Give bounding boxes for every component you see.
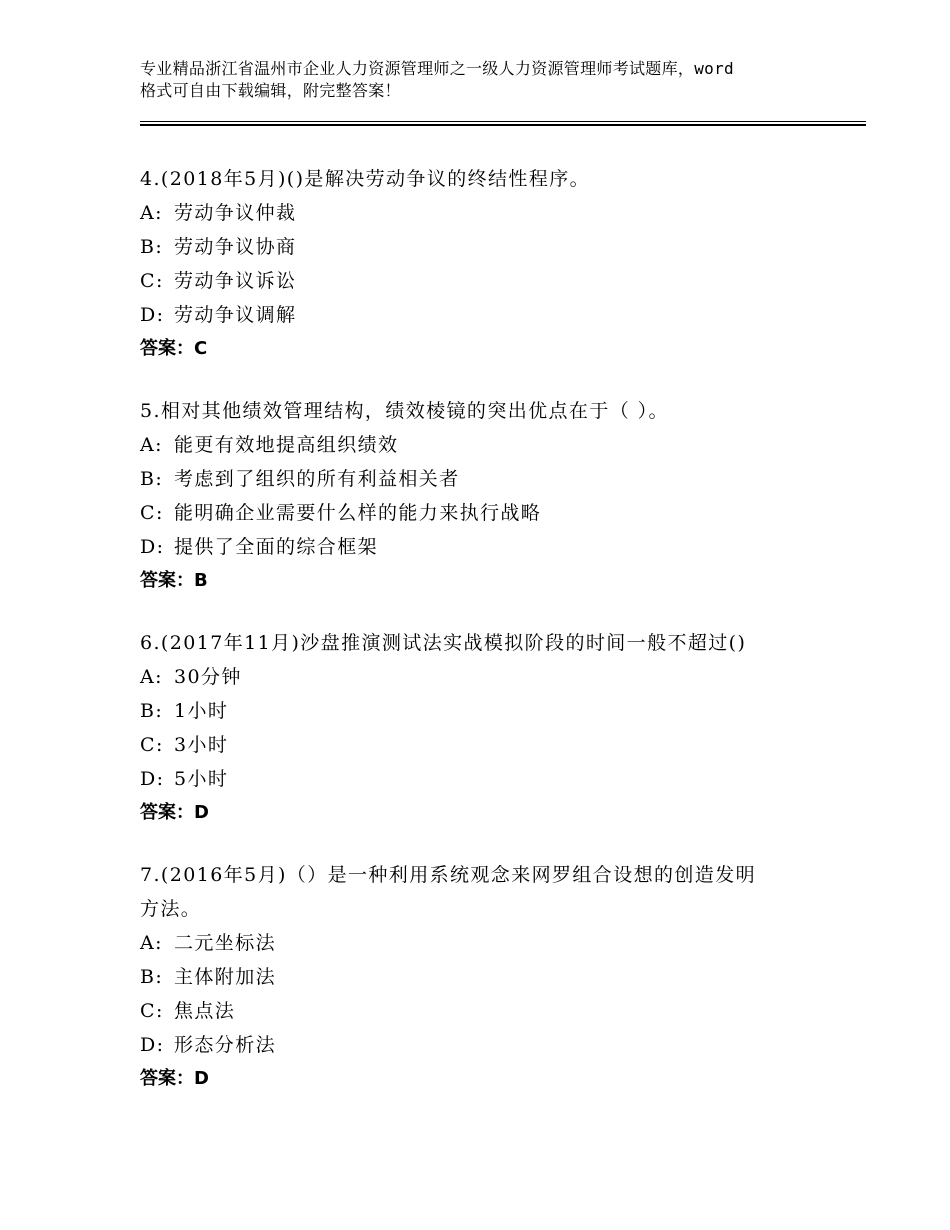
option-letter: B:: [140, 236, 164, 258]
option-c: [140, 728, 820, 762]
answer-label: 答案：: [140, 338, 194, 359]
option-a: [140, 926, 820, 960]
option-b: [140, 230, 820, 264]
option-letter: C:: [140, 1000, 164, 1022]
option-letter: B:: [140, 700, 164, 722]
option-text: 主体附加法: [174, 966, 277, 988]
question-stem: 6.(2017年11月)沙盘推演测试法实战模拟阶段的时间一般不超过(): [140, 632, 747, 654]
option-letter: B:: [140, 966, 164, 988]
question-stem: 5.相对其他绩效管理结构，绩效棱镜的突出优点在于（ ）。: [140, 400, 669, 422]
option-letter: A:: [140, 932, 163, 954]
answer-value: D: [194, 802, 209, 823]
option-text: 考虑到了组织的所有利益相关者: [174, 468, 460, 490]
answer-line: [140, 332, 820, 366]
option-text: 劳动争议调解: [174, 304, 297, 326]
answer-label: 答案：: [140, 802, 194, 823]
answer-value: B: [194, 570, 208, 591]
option-letter: A:: [140, 434, 163, 456]
option-text: 能更有效地提高组织绩效: [174, 434, 399, 456]
option-a: [140, 196, 820, 230]
option-letter: D:: [140, 768, 165, 790]
option-a: [140, 428, 820, 462]
question-5: [140, 394, 820, 598]
answer-label: 答案：: [140, 1068, 194, 1089]
option-text: 1小时: [174, 700, 229, 722]
option-text: 提供了全面的综合框架: [174, 536, 379, 558]
header-divider-thick: [140, 124, 866, 126]
option-c: [140, 264, 820, 298]
question-4: [140, 162, 820, 366]
option-letter: C:: [140, 270, 164, 292]
option-b: [140, 462, 820, 496]
option-letter: D:: [140, 1034, 165, 1056]
option-b: [140, 960, 820, 994]
option-d: [140, 1028, 820, 1062]
header-title-line-1: 专业精品浙江省温州市企业人力资源管理师之一级人力资源管理师考试题库，word: [140, 59, 734, 78]
answer-line: [140, 564, 820, 598]
option-c: [140, 496, 820, 530]
document-header: [140, 58, 840, 102]
option-text: 3小时: [174, 734, 229, 756]
option-letter: C:: [140, 502, 164, 524]
option-text: 形态分析法: [174, 1034, 277, 1056]
question-stem: 4.(2018年5月)()是解决劳动争议的终结性程序。: [140, 168, 591, 190]
question-list: [140, 162, 820, 1124]
answer-line: [140, 1062, 820, 1096]
option-text: 焦点法: [174, 1000, 236, 1022]
option-d: [140, 762, 820, 796]
option-letter: C:: [140, 734, 164, 756]
question-stem: 7.(2016年5月)（）是一种利用系统观念来网罗组合设想的创造发明: [140, 864, 756, 886]
option-text: 能明确企业需要什么样的能力来执行战略: [174, 502, 542, 524]
option-d: [140, 298, 820, 332]
option-b: [140, 694, 820, 728]
option-letter: D:: [140, 536, 165, 558]
option-letter: A:: [140, 666, 163, 688]
option-letter: A:: [140, 202, 163, 224]
answer-line: [140, 796, 820, 830]
option-text: 5小时: [174, 768, 229, 790]
question-stem-continuation: 方法。: [140, 898, 202, 920]
question-6: [140, 626, 820, 830]
answer-label: 答案：: [140, 570, 194, 591]
answer-value: C: [194, 338, 208, 359]
option-letter: D:: [140, 304, 165, 326]
option-c: [140, 994, 820, 1028]
option-text: 30分钟: [174, 666, 242, 688]
option-text: 二元坐标法: [174, 932, 277, 954]
header-divider-thin: [140, 121, 866, 122]
option-d: [140, 530, 820, 564]
option-text: 劳动争议仲裁: [174, 202, 297, 224]
option-text: 劳动争议诉讼: [174, 270, 297, 292]
header-title-line-2: 格式可自由下载编辑，附完整答案！: [140, 81, 401, 100]
option-a: [140, 660, 820, 694]
option-text: 劳动争议协商: [174, 236, 297, 258]
question-7: [140, 858, 820, 1096]
answer-value: D: [194, 1068, 209, 1089]
option-letter: B:: [140, 468, 164, 490]
